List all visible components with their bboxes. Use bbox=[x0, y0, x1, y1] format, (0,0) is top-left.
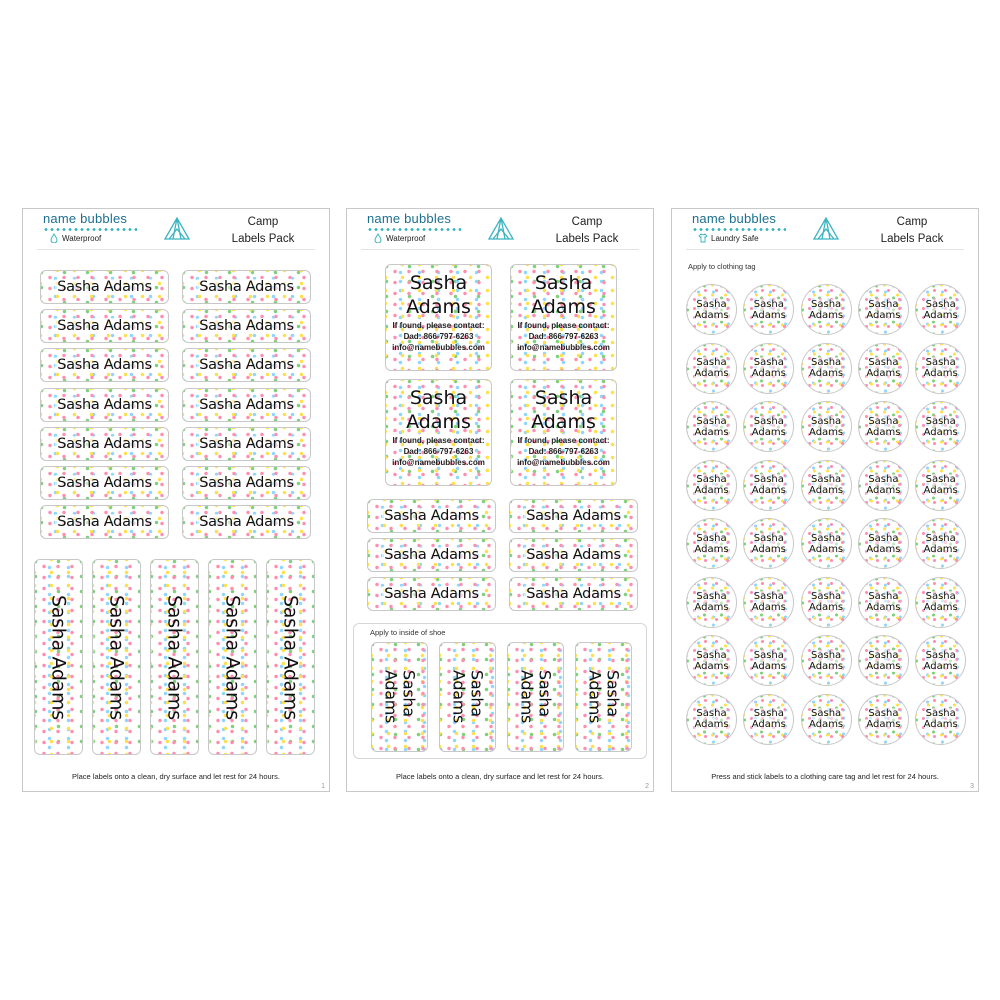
circle-name-first: Sasha bbox=[753, 532, 784, 544]
contact-name bbox=[531, 386, 596, 434]
circle-name-last: Adams bbox=[694, 543, 729, 555]
label-name-text: Sasha Adams bbox=[526, 508, 621, 524]
contact-name-first: Sasha bbox=[409, 272, 468, 294]
circle-name-first: Sasha bbox=[811, 298, 842, 310]
label-name-text: Sasha Adams bbox=[105, 594, 128, 720]
label-name-text: Sasha Adams bbox=[199, 279, 294, 295]
circle-name-last: Adams bbox=[866, 660, 901, 672]
circle-name-last: Adams bbox=[751, 309, 786, 321]
sheet-title bbox=[862, 214, 962, 248]
circle-name-first: Sasha bbox=[925, 591, 956, 602]
label-name-text: Sasha Adams bbox=[526, 586, 621, 602]
contact-name-first: Sasha bbox=[534, 272, 593, 294]
circle-name-first: Sasha bbox=[753, 415, 784, 427]
water-drop-icon bbox=[49, 233, 59, 243]
brand-logo: name bubbles bbox=[43, 211, 128, 226]
brand-dots bbox=[367, 228, 461, 231]
circle-label bbox=[743, 635, 794, 686]
circle-name-last: Adams bbox=[923, 368, 958, 379]
circle-label bbox=[858, 518, 909, 569]
contact-phone: Dad: 866-797-6263 bbox=[403, 332, 474, 341]
label-name-text: Sasha Adams bbox=[199, 318, 294, 335]
label-name-text: Sasha Adams bbox=[384, 547, 479, 563]
label-name-text: Sasha Adams bbox=[384, 508, 479, 524]
circle-name-first: Sasha bbox=[925, 474, 956, 485]
name-label bbox=[182, 466, 311, 500]
circle-name-first: Sasha bbox=[925, 357, 956, 368]
label-sheet-2 bbox=[346, 208, 654, 792]
label-name-text: Sasha Adams bbox=[57, 396, 152, 413]
circle-name-first: Sasha bbox=[868, 415, 899, 427]
page-number: 3 bbox=[970, 783, 974, 790]
water-drop-icon bbox=[373, 233, 383, 243]
circle-label bbox=[858, 343, 909, 394]
shoe-name-last: Adams bbox=[449, 670, 469, 724]
label-sheet-3 bbox=[671, 208, 979, 792]
feature-text: Laundry Safe bbox=[711, 233, 759, 243]
circle-name-first: Sasha bbox=[811, 591, 842, 602]
page-number: 2 bbox=[645, 783, 649, 790]
circle-name-first: Sasha bbox=[696, 649, 727, 661]
contact-info bbox=[392, 435, 485, 468]
title-line-1: Camp bbox=[896, 216, 928, 228]
circle-name-first: Sasha bbox=[696, 591, 727, 602]
name-label bbox=[367, 577, 496, 611]
label-name-text: Sasha Adams bbox=[57, 514, 152, 531]
circle-name-first: Sasha bbox=[696, 708, 727, 719]
circle-name-first: Sasha bbox=[753, 357, 784, 368]
brand-logo: name bubbles bbox=[692, 211, 777, 226]
circle-label bbox=[915, 401, 966, 452]
label-name-text: Sasha Adams bbox=[57, 357, 152, 374]
contact-name bbox=[406, 386, 471, 434]
contact-line-1: If found, please contact: bbox=[517, 321, 610, 330]
contact-phone: Dad: 866-797-6263 bbox=[528, 447, 599, 456]
contact-email: info@namebubbles.com bbox=[517, 458, 610, 467]
instructions: Place labels onto a clean, dry surface and let rest for 24 hours. bbox=[395, 772, 605, 781]
circle-name-last: Adams bbox=[923, 543, 958, 555]
circle-label bbox=[686, 284, 737, 335]
header-divider bbox=[37, 249, 315, 250]
name-label bbox=[182, 505, 311, 539]
label-name-text: Sasha Adams bbox=[279, 594, 302, 720]
circle-name-last: Adams bbox=[694, 660, 729, 672]
circle-label bbox=[858, 460, 909, 511]
sheet-title bbox=[537, 214, 637, 248]
circle-name-first: Sasha bbox=[868, 474, 899, 485]
circle-name-last: Adams bbox=[694, 368, 729, 379]
shoe-label bbox=[507, 642, 564, 752]
contact-name-first: Sasha bbox=[409, 387, 468, 409]
circle-name-first: Sasha bbox=[753, 474, 784, 485]
shoe-name-last: Adams bbox=[381, 670, 401, 724]
shoe-name bbox=[382, 670, 418, 723]
circle-label bbox=[743, 577, 794, 628]
circle-name-first: Sasha bbox=[753, 708, 784, 719]
shoe-name-first: Sasha bbox=[535, 670, 555, 718]
circle-label bbox=[858, 635, 909, 686]
label-name-text: Sasha Adams bbox=[57, 279, 152, 295]
circle-name-last: Adams bbox=[923, 660, 958, 672]
circle-name-last: Adams bbox=[866, 719, 901, 730]
circle-name-first: Sasha bbox=[753, 298, 784, 310]
circle-name-last: Adams bbox=[866, 602, 901, 613]
circle-label bbox=[801, 284, 852, 335]
circle-name-last: Adams bbox=[751, 602, 786, 613]
circle-label bbox=[686, 343, 737, 394]
tent-icon bbox=[812, 215, 840, 241]
circle-label bbox=[915, 694, 966, 745]
circle-label bbox=[915, 577, 966, 628]
label-name-text: Sasha Adams bbox=[199, 396, 294, 413]
shoe-label bbox=[439, 642, 496, 752]
contact-name-last: Adams bbox=[531, 411, 596, 433]
circle-name-last: Adams bbox=[866, 485, 901, 496]
circle-name-last: Adams bbox=[809, 309, 844, 321]
circle-label bbox=[686, 577, 737, 628]
feature-badge bbox=[698, 233, 759, 243]
label-name-text: Sasha Adams bbox=[199, 357, 294, 374]
name-label bbox=[182, 388, 311, 422]
contact-name-last: Adams bbox=[406, 411, 471, 433]
label-name-text: Sasha Adams bbox=[199, 435, 294, 452]
name-label bbox=[40, 348, 169, 382]
name-label bbox=[40, 466, 169, 500]
circle-name-last: Adams bbox=[751, 485, 786, 496]
circle-name-last: Adams bbox=[809, 426, 844, 438]
label-name-text: Sasha Adams bbox=[57, 435, 152, 452]
circle-name-first: Sasha bbox=[811, 649, 842, 661]
instructions: Place labels onto a clean, dry surface and let rest for 24 hours. bbox=[71, 772, 281, 781]
name-label bbox=[509, 577, 638, 611]
circle-name-first: Sasha bbox=[811, 474, 842, 485]
circle-name-first: Sasha bbox=[925, 298, 956, 310]
contact-label bbox=[510, 379, 617, 486]
label-name-text: Sasha Adams bbox=[57, 318, 152, 335]
contact-info bbox=[517, 320, 610, 353]
circle-name-first: Sasha bbox=[811, 415, 842, 427]
contact-label bbox=[510, 264, 617, 371]
circle-name-first: Sasha bbox=[925, 532, 956, 544]
label-name-text: Sasha Adams bbox=[221, 594, 244, 720]
contact-name bbox=[406, 271, 471, 319]
contact-email: info@namebubbles.com bbox=[392, 343, 485, 352]
contact-line-1: If found, please contact: bbox=[392, 321, 485, 330]
circle-name-last: Adams bbox=[751, 660, 786, 672]
circle-label bbox=[915, 460, 966, 511]
name-label bbox=[182, 270, 311, 304]
name-label bbox=[182, 427, 311, 461]
circle-name-first: Sasha bbox=[925, 415, 956, 427]
circle-name-first: Sasha bbox=[868, 649, 899, 661]
feature-badge bbox=[373, 233, 425, 243]
label-name-text: Sasha Adams bbox=[384, 586, 479, 602]
circle-name-last: Adams bbox=[866, 368, 901, 379]
circle-name-first: Sasha bbox=[753, 591, 784, 602]
contact-line-1: If found, please contact: bbox=[517, 436, 610, 445]
vertical-name-label bbox=[150, 559, 199, 755]
circle-name-last: Adams bbox=[751, 543, 786, 555]
label-sheet-1 bbox=[22, 208, 330, 792]
shoe-label bbox=[575, 642, 632, 752]
header-divider bbox=[361, 249, 639, 250]
circle-name-last: Adams bbox=[751, 368, 786, 379]
contact-label bbox=[385, 379, 492, 486]
circle-name-last: Adams bbox=[809, 485, 844, 496]
shoe-name bbox=[586, 670, 622, 723]
circle-name-first: Sasha bbox=[925, 708, 956, 719]
circle-label bbox=[915, 284, 966, 335]
shoe-name-last: Adams bbox=[585, 670, 605, 724]
circle-name-first: Sasha bbox=[753, 649, 784, 661]
circle-label bbox=[743, 694, 794, 745]
vertical-name-label bbox=[266, 559, 315, 755]
circle-label bbox=[686, 460, 737, 511]
contact-phone: Dad: 866-797-6263 bbox=[403, 447, 474, 456]
circle-label bbox=[858, 401, 909, 452]
circle-name-last: Adams bbox=[809, 543, 844, 555]
contact-email: info@namebubbles.com bbox=[392, 458, 485, 467]
shoe-name-first: Sasha bbox=[603, 670, 623, 718]
name-label bbox=[40, 388, 169, 422]
brand-dots bbox=[43, 228, 137, 231]
circle-name-last: Adams bbox=[923, 309, 958, 321]
circle-name-last: Adams bbox=[694, 485, 729, 496]
contact-label bbox=[385, 264, 492, 371]
circle-label bbox=[801, 694, 852, 745]
shoe-name-last: Adams bbox=[517, 670, 537, 724]
shoe-name-first: Sasha bbox=[399, 670, 419, 718]
circle-name-last: Adams bbox=[694, 426, 729, 438]
circle-label bbox=[858, 284, 909, 335]
circle-name-last: Adams bbox=[866, 426, 901, 438]
circle-label bbox=[801, 460, 852, 511]
circle-name-first: Sasha bbox=[811, 708, 842, 719]
name-label bbox=[182, 348, 311, 382]
circle-label bbox=[858, 694, 909, 745]
feature-text: Waterproof bbox=[62, 233, 102, 243]
title-line-1: Camp bbox=[247, 216, 279, 228]
circle-name-last: Adams bbox=[923, 426, 958, 438]
label-name-text: Sasha Adams bbox=[163, 594, 186, 720]
contact-name-last: Adams bbox=[406, 296, 471, 318]
contact-info bbox=[517, 435, 610, 468]
circle-name-last: Adams bbox=[694, 309, 729, 321]
title-line-1: Camp bbox=[571, 216, 603, 228]
name-label bbox=[367, 538, 496, 572]
circle-name-last: Adams bbox=[694, 602, 729, 613]
tent-icon bbox=[163, 215, 191, 241]
shoe-note: Apply to inside of shoe bbox=[370, 628, 446, 637]
contact-line-1: If found, please contact: bbox=[392, 436, 485, 445]
label-name-text: Sasha Adams bbox=[199, 475, 294, 491]
contact-name-first: Sasha bbox=[534, 387, 593, 409]
label-name-text: Sasha Adams bbox=[57, 475, 152, 491]
shoe-name-first: Sasha bbox=[467, 670, 487, 718]
circle-name-last: Adams bbox=[923, 485, 958, 496]
circle-name-first: Sasha bbox=[868, 708, 899, 719]
name-label bbox=[367, 499, 496, 533]
vertical-name-label bbox=[34, 559, 83, 755]
circle-name-last: Adams bbox=[923, 719, 958, 730]
shoe-name bbox=[450, 670, 486, 723]
circle-name-first: Sasha bbox=[811, 532, 842, 544]
circle-label bbox=[743, 401, 794, 452]
circle-label bbox=[801, 518, 852, 569]
vertical-name-label bbox=[92, 559, 141, 755]
label-name-text: Sasha Adams bbox=[47, 594, 70, 720]
title-line-2: Labels Pack bbox=[880, 233, 944, 245]
circle-name-first: Sasha bbox=[868, 532, 899, 544]
name-label bbox=[40, 427, 169, 461]
sheet-title bbox=[213, 214, 313, 248]
circle-name-last: Adams bbox=[694, 719, 729, 730]
vertical-name-label bbox=[208, 559, 257, 755]
circle-label bbox=[801, 401, 852, 452]
shoe-label bbox=[371, 642, 428, 752]
name-label bbox=[40, 309, 169, 343]
contact-name bbox=[531, 271, 596, 319]
circle-label bbox=[801, 635, 852, 686]
circle-label bbox=[801, 343, 852, 394]
circle-label bbox=[743, 518, 794, 569]
circle-name-first: Sasha bbox=[696, 357, 727, 368]
shoe-name bbox=[518, 670, 554, 723]
circle-name-last: Adams bbox=[923, 602, 958, 613]
circle-name-first: Sasha bbox=[868, 591, 899, 602]
circle-name-last: Adams bbox=[809, 719, 844, 730]
contact-email: info@namebubbles.com bbox=[517, 343, 610, 352]
name-label bbox=[182, 309, 311, 343]
circle-name-last: Adams bbox=[751, 719, 786, 730]
name-label bbox=[40, 505, 169, 539]
circle-label bbox=[915, 518, 966, 569]
name-label bbox=[509, 499, 638, 533]
circle-name-first: Sasha bbox=[696, 532, 727, 544]
circle-name-first: Sasha bbox=[696, 415, 727, 427]
circle-name-last: Adams bbox=[809, 368, 844, 379]
circle-label bbox=[858, 577, 909, 628]
circle-label bbox=[743, 284, 794, 335]
brand-dots bbox=[692, 228, 786, 231]
title-line-2: Labels Pack bbox=[555, 233, 619, 245]
circle-label bbox=[686, 694, 737, 745]
name-label bbox=[40, 270, 169, 304]
circle-label bbox=[801, 577, 852, 628]
circle-name-first: Sasha bbox=[696, 474, 727, 485]
title-line-2: Labels Pack bbox=[231, 233, 295, 245]
feature-text: Waterproof bbox=[386, 233, 426, 243]
contact-info bbox=[392, 320, 485, 353]
clothing-note: Apply to clothing tag bbox=[688, 262, 756, 271]
circle-label bbox=[686, 635, 737, 686]
circle-label bbox=[686, 401, 737, 452]
label-name-text: Sasha Adams bbox=[199, 514, 294, 531]
circle-name-first: Sasha bbox=[868, 298, 899, 310]
brand-logo: name bubbles bbox=[367, 211, 452, 226]
header-divider bbox=[686, 249, 964, 250]
circle-label bbox=[743, 460, 794, 511]
page-number: 1 bbox=[321, 783, 325, 790]
circle-name-last: Adams bbox=[866, 309, 901, 321]
circle-label bbox=[686, 518, 737, 569]
tent-icon bbox=[487, 215, 515, 241]
circle-name-last: Adams bbox=[751, 426, 786, 438]
contact-phone: Dad: 866-797-6263 bbox=[528, 332, 599, 341]
circle-name-first: Sasha bbox=[868, 357, 899, 368]
circle-name-last: Adams bbox=[809, 602, 844, 613]
circle-label bbox=[743, 343, 794, 394]
instructions: Press and stick labels to a clothing care tag and let rest for 24 hours. bbox=[711, 772, 939, 781]
feature-badge bbox=[49, 233, 101, 243]
circle-name-first: Sasha bbox=[925, 649, 956, 661]
shirt-icon bbox=[698, 233, 708, 243]
circle-name-first: Sasha bbox=[696, 298, 727, 310]
circle-name-last: Adams bbox=[866, 543, 901, 555]
label-name-text: Sasha Adams bbox=[526, 547, 621, 563]
circle-label bbox=[915, 635, 966, 686]
circle-name-last: Adams bbox=[809, 660, 844, 672]
circle-name-first: Sasha bbox=[811, 357, 842, 368]
name-label bbox=[509, 538, 638, 572]
contact-name-last: Adams bbox=[531, 296, 596, 318]
circle-label bbox=[915, 343, 966, 394]
